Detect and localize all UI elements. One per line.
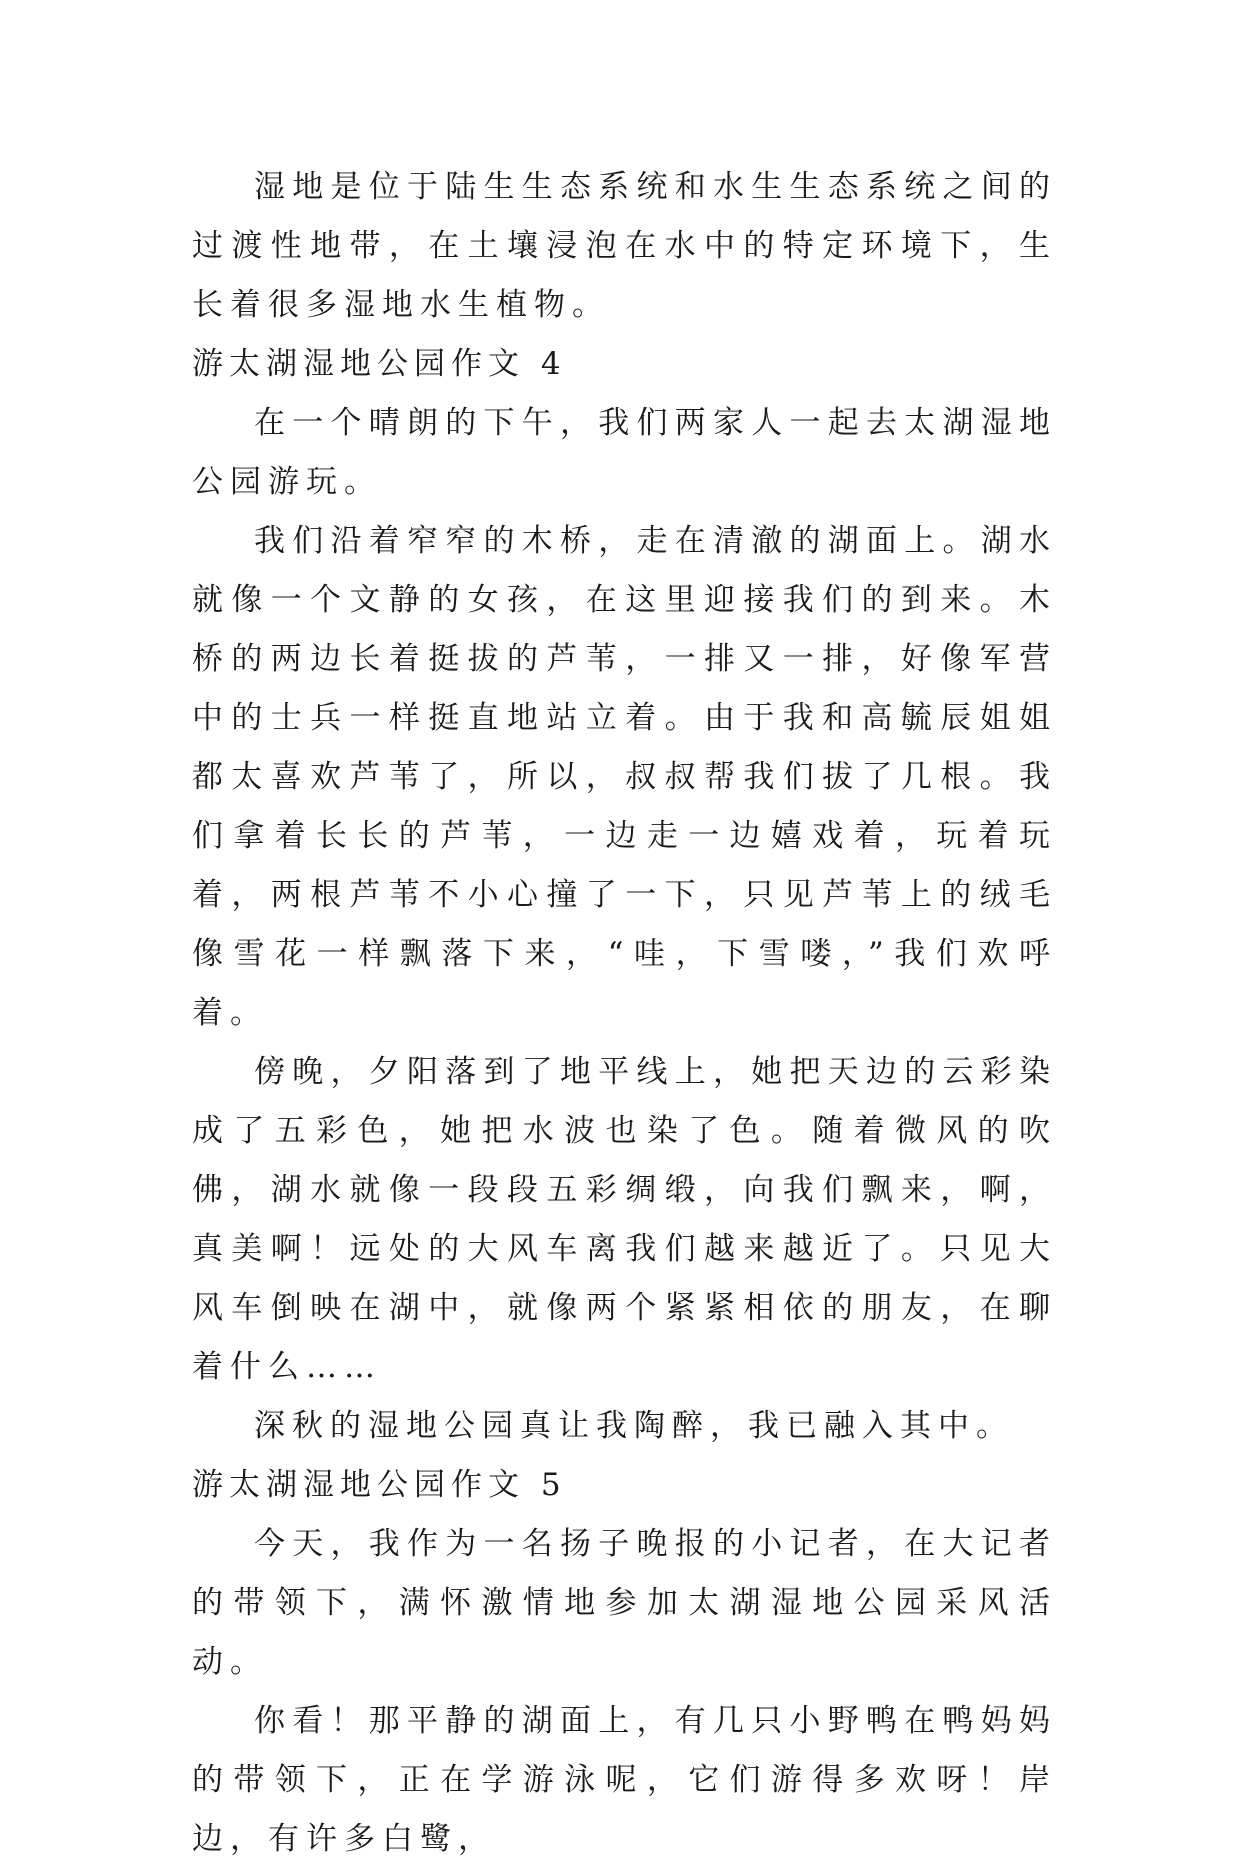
paragraph-late-autumn: 深秋的湿地公园真让我陶醉，我已融入其中。 <box>254 1408 1014 1444</box>
document-page <box>192 158 1057 1869</box>
paragraph-wooden-bridge: 我们沿着窄窄的木桥，走在清澈的湖面上。湖水就像一个文静的女孩，在这里迎接我们的到来。木桥的两边长着挺拔的芦苇，一排又一排，好像军营中的士兵一样挺直地站立着。由于我和高毓辰姐姐都太喜欢芦苇了，所以，叔叔帮我们拔了几根。我们拿着长长的芦苇，一边走一边嬉戏着，玩着玩着，两根芦苇不小心撞了一下，只见芦苇上的绒毛像雪花一样飘落下来，“哇，下雪喽，”我们欢呼着。 <box>192 523 1057 1031</box>
paragraph-sunny-afternoon: 在一个晴朗的下午，我们两家人一起去太湖湿地公园游玩。 <box>192 405 1057 500</box>
paragraph-young-reporter: 今天，我作为一名扬子晚报的小记者，在大记者的带领下，满怀激情地参加太湖湿地公园采风活动。 <box>192 1526 1057 1680</box>
essay-title-4: 游太湖湿地公园作文 4 <box>192 346 567 382</box>
paragraph-evening-sunset: 傍晚，夕阳落到了地平线上，她把天边的云彩染成了五彩色，她把水波也染了色。随着微风的吹佛，湖水就像一段段五彩绸缎，向我们飘来，啊，真美啊！远处的大风车离我们越来越近了。只见大风车倒映在湖中，就像两个紧紧相依的朋友，在聊着什么…… <box>192 1054 1057 1385</box>
essay-title-5: 游太湖湿地公园作文 5 <box>192 1467 567 1503</box>
paragraph-wetland-definition: 湿地是位于陆生生态系统和水生生态系统之间的过渡性地带，在土壤浸泡在水中的特定环境下，生长着很多湿地水生植物。 <box>192 169 1057 323</box>
paragraph-wild-ducks: 你看！那平静的湖面上，有几只小野鸭在鸭妈妈的带领下，正在学游泳呢，它们游得多欢呀！岸边，有许多白鹭， <box>192 1703 1057 1857</box>
